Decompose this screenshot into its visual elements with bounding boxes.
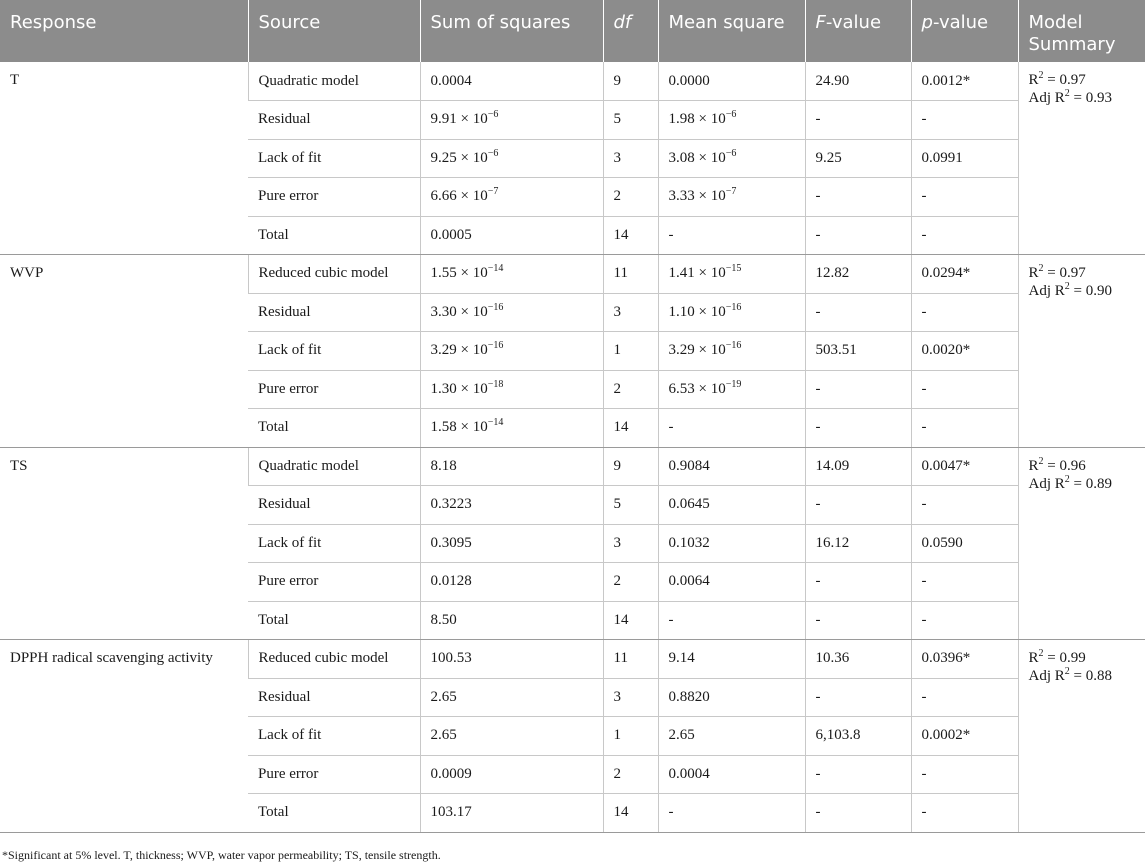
- sum-of-squares-exponent: −14: [487, 417, 504, 429]
- table-row: [0, 62, 1145, 101]
- df-cell: 3: [603, 678, 658, 717]
- f-value-cell: -: [805, 794, 911, 833]
- source-cell: Total: [248, 409, 420, 448]
- sum-of-squares-exponent: −14: [487, 263, 504, 275]
- sum-of-squares-exponent: −6: [487, 109, 499, 121]
- p-value-cell: -: [911, 678, 1018, 717]
- mean-square-value: 0.8820: [668, 688, 710, 705]
- p-value-cell: -: [911, 293, 1018, 332]
- adj-r-squared-exponent: 2: [1064, 666, 1070, 677]
- mean-square-cell: [658, 678, 805, 717]
- sum-of-squares-value: 0.0005: [430, 226, 472, 243]
- mean-square-value: 0.1032: [668, 534, 710, 551]
- r-squared-label: R: [1028, 650, 1039, 666]
- sum-of-squares-cell: [420, 717, 603, 756]
- header-model-summary-line2: Summary: [1028, 34, 1116, 55]
- source-cell: Pure error: [248, 755, 420, 794]
- sum-of-squares-cell: [420, 409, 603, 448]
- adj-r-squared-label: Adj R: [1028, 90, 1065, 106]
- sum-of-squares-cell: [420, 601, 603, 640]
- f-value-cell: -: [805, 409, 911, 448]
- p-value-cell: 0.0002*: [911, 717, 1018, 756]
- table-body: [0, 62, 1145, 832]
- header-mean-square: Mean square: [658, 0, 805, 62]
- r-squared-exponent: 2: [1038, 70, 1044, 81]
- r-squared-exponent: 2: [1038, 648, 1044, 659]
- source-cell: Lack of fit: [248, 524, 420, 563]
- footnote: *Significant at 5% level. T, thickness; WVP, water vapor permeability; TS, tensile strength.: [2, 848, 441, 862]
- df-cell: 2: [603, 370, 658, 409]
- f-value-cell: 6,103.8: [805, 717, 911, 756]
- p-value-cell: 0.0012*: [911, 62, 1018, 101]
- mean-square-cell: [658, 486, 805, 525]
- r-squared-line: [1029, 71, 1137, 89]
- df-cell: 14: [603, 794, 658, 833]
- source-cell: Total: [248, 794, 420, 833]
- sum-of-squares-cell: [420, 332, 603, 371]
- source-cell: Lack of fit: [248, 139, 420, 178]
- mean-square-cell: [658, 101, 805, 140]
- p-value-cell: 0.0396*: [911, 640, 1018, 679]
- r-squared-line: [1029, 264, 1137, 282]
- sum-of-squares-cell: [420, 178, 603, 217]
- sum-of-squares-cell: [420, 293, 603, 332]
- sum-of-squares-cell: [420, 524, 603, 563]
- r-squared-exponent: 2: [1038, 455, 1044, 467]
- f-value-cell: -: [805, 101, 911, 140]
- df-cell: 1: [603, 332, 658, 371]
- sum-of-squares-exponent: −6: [487, 147, 499, 159]
- df-cell: 9: [603, 447, 658, 486]
- p-value-cell: 0.0991: [911, 139, 1018, 178]
- response-cell: WVP: [0, 255, 248, 448]
- mean-square-cell: [658, 255, 805, 294]
- header-df: [603, 0, 658, 62]
- p-value-cell: -: [911, 370, 1018, 409]
- header-f-value: [805, 0, 911, 62]
- sum-of-squares-cell: [420, 678, 603, 717]
- p-value-cell: -: [911, 601, 1018, 640]
- df-cell: 9: [603, 62, 658, 101]
- f-value-cell: 503.51: [805, 332, 911, 371]
- response-cell: TS: [0, 447, 248, 640]
- table-row: [0, 255, 1145, 294]
- header-source: Source: [248, 0, 420, 62]
- p-value-cell: -: [911, 178, 1018, 217]
- df-cell: 3: [603, 524, 658, 563]
- r-squared-value: = 0.99: [1047, 650, 1086, 666]
- p-value-cell: -: [911, 216, 1018, 255]
- mean-square-cell: [658, 601, 805, 640]
- mean-square-cell: [658, 794, 805, 833]
- sum-of-squares-value: 9.25 × 10: [430, 149, 488, 166]
- sum-of-squares-exponent: −18: [487, 378, 504, 390]
- model-summary-cell: [1018, 447, 1145, 640]
- sum-of-squares-cell: [420, 62, 603, 101]
- source-cell: Lack of fit: [248, 332, 420, 371]
- f-value-cell: 12.82: [805, 255, 911, 294]
- sum-of-squares-value: 9.91 × 10: [430, 111, 488, 128]
- mean-square-cell: [658, 755, 805, 794]
- p-value-cell: -: [911, 101, 1018, 140]
- mean-square-value: 0.9084: [668, 457, 710, 474]
- model-summary-cell: [1018, 640, 1145, 833]
- source-cell: Reduced cubic model: [248, 255, 420, 294]
- adj-r-squared-value: = 0.90: [1073, 283, 1112, 299]
- mean-square-exponent: −16: [725, 340, 742, 352]
- source-cell: Pure error: [248, 563, 420, 602]
- f-value-cell: -: [805, 755, 911, 794]
- df-cell: 5: [603, 101, 658, 140]
- mean-square-exponent: −6: [725, 109, 737, 121]
- header-sum-of-squares: Sum of squares: [420, 0, 603, 62]
- r-squared-exponent: 2: [1038, 263, 1044, 274]
- header-response: Response: [0, 0, 248, 62]
- mean-square-exponent: −6: [725, 147, 737, 159]
- sum-of-squares-cell: [420, 216, 603, 255]
- source-cell: Total: [248, 601, 420, 640]
- mean-square-value: 0.0645: [668, 496, 710, 513]
- p-value-cell: 0.0020*: [911, 332, 1018, 371]
- adj-r-squared-exponent: 2: [1064, 281, 1070, 292]
- mean-square-value: 0.0064: [668, 573, 710, 590]
- f-value-cell: -: [805, 370, 911, 409]
- mean-square-cell: [658, 447, 805, 486]
- adj-r-squared-value: = 0.88: [1073, 668, 1112, 684]
- mean-square-cell: [658, 139, 805, 178]
- adj-r-squared-value: = 0.93: [1073, 90, 1112, 106]
- df-cell: 3: [603, 293, 658, 332]
- f-value-cell: -: [805, 293, 911, 332]
- sum-of-squares-value: 0.3095: [430, 534, 472, 551]
- sum-of-squares-value: 2.65: [430, 727, 457, 744]
- sum-of-squares-cell: [420, 563, 603, 602]
- sum-of-squares-exponent: −7: [487, 186, 499, 198]
- r-squared-label: R: [1028, 72, 1039, 88]
- df-cell: 2: [603, 755, 658, 794]
- df-cell: 2: [603, 178, 658, 217]
- mean-square-cell: [658, 717, 805, 756]
- mean-square-value: 6.53 × 10: [668, 380, 726, 397]
- sum-of-squares-value: 103.17: [430, 804, 472, 821]
- mean-square-value: 1.41 × 10: [668, 265, 726, 282]
- df-cell: 2: [603, 563, 658, 602]
- p-value-cell: -: [911, 563, 1018, 602]
- header-p-rest: -value: [932, 12, 989, 33]
- mean-square-cell: [658, 524, 805, 563]
- header-p-value: [911, 0, 1018, 62]
- f-value-cell: 10.36: [805, 640, 911, 679]
- p-value-cell: -: [911, 794, 1018, 833]
- f-value-cell: -: [805, 601, 911, 640]
- mean-square-value: -: [668, 611, 674, 628]
- mean-square-cell: [658, 332, 805, 371]
- p-value-cell: -: [911, 409, 1018, 448]
- mean-square-value: 3.29 × 10: [668, 342, 726, 359]
- mean-square-value: 1.10 × 10: [668, 303, 726, 320]
- mean-square-value: -: [668, 804, 674, 821]
- r-squared-value: = 0.97: [1047, 72, 1086, 88]
- df-cell: 3: [603, 139, 658, 178]
- df-cell: 1: [603, 717, 658, 756]
- header-p-italic: p: [921, 12, 933, 33]
- r-squared-label: R: [1028, 265, 1039, 281]
- adj-r-squared-label: Adj R: [1028, 475, 1065, 492]
- sum-of-squares-cell: [420, 370, 603, 409]
- sum-of-squares-value: 0.0128: [430, 573, 472, 590]
- f-value-cell: -: [805, 563, 911, 602]
- mean-square-cell: [658, 293, 805, 332]
- sum-of-squares-value: 0.0004: [430, 72, 472, 89]
- r-squared-line: [1029, 649, 1137, 667]
- sum-of-squares-value: 0.3223: [430, 496, 472, 513]
- df-cell: 14: [603, 601, 658, 640]
- header-f-italic: F: [815, 12, 826, 33]
- model-summary-cell: [1018, 62, 1145, 255]
- mean-square-value: -: [668, 226, 674, 243]
- source-cell: Reduced cubic model: [248, 640, 420, 679]
- f-value-cell: 9.25: [805, 139, 911, 178]
- mean-square-value: 1.98 × 10: [668, 111, 726, 128]
- adj-r-squared-line: [1029, 282, 1137, 300]
- mean-square-value: 3.08 × 10: [668, 149, 726, 166]
- df-cell: 11: [603, 255, 658, 294]
- sum-of-squares-value: 6.66 × 10: [430, 188, 488, 205]
- f-value-cell: -: [805, 486, 911, 525]
- adj-r-squared-label: Adj R: [1028, 668, 1065, 684]
- source-cell: Residual: [248, 101, 420, 140]
- p-value-cell: 0.0590: [911, 524, 1018, 563]
- sum-of-squares-cell: [420, 640, 603, 679]
- sum-of-squares-value: 3.30 × 10: [430, 303, 488, 320]
- adj-r-squared-line: [1029, 475, 1137, 493]
- sum-of-squares-value: 100.53: [430, 650, 472, 667]
- mean-square-cell: [658, 178, 805, 217]
- p-value-cell: 0.0294*: [911, 255, 1018, 294]
- source-cell: Total: [248, 216, 420, 255]
- adj-r-squared-label: Adj R: [1028, 283, 1065, 299]
- source-cell: Residual: [248, 293, 420, 332]
- p-value-cell: -: [911, 755, 1018, 794]
- df-cell: 14: [603, 409, 658, 448]
- r-squared-value: = 0.97: [1047, 265, 1086, 281]
- df-cell: 14: [603, 216, 658, 255]
- header-model-summary: [1018, 0, 1145, 62]
- sum-of-squares-value: 1.30 × 10: [430, 380, 488, 397]
- mean-square-cell: [658, 640, 805, 679]
- mean-square-cell: [658, 62, 805, 101]
- header-df-text: df: [613, 12, 632, 33]
- source-cell: Residual: [248, 678, 420, 717]
- r-squared-value: = 0.96: [1047, 457, 1086, 474]
- header-f-rest: -value: [825, 12, 882, 33]
- f-value-cell: -: [805, 678, 911, 717]
- adj-r-squared-line: [1029, 89, 1137, 107]
- mean-square-exponent: −19: [725, 378, 742, 390]
- f-value-cell: 16.12: [805, 524, 911, 563]
- mean-square-value: 2.65: [668, 727, 695, 744]
- adj-r-squared-exponent: 2: [1064, 88, 1070, 99]
- sum-of-squares-value: 1.58 × 10: [430, 419, 488, 436]
- sum-of-squares-value: 0.0009: [430, 765, 472, 782]
- source-cell: Lack of fit: [248, 717, 420, 756]
- sum-of-squares-cell: [420, 447, 603, 486]
- mean-square-cell: [658, 409, 805, 448]
- sum-of-squares-value: 2.65: [430, 688, 457, 705]
- source-cell: Pure error: [248, 370, 420, 409]
- r-squared-label: R: [1028, 457, 1039, 474]
- sum-of-squares-cell: [420, 755, 603, 794]
- r-squared-line: [1029, 457, 1137, 475]
- sum-of-squares-cell: [420, 255, 603, 294]
- source-cell: Quadratic model: [248, 447, 420, 486]
- mean-square-exponent: −16: [725, 301, 742, 313]
- response-cell: T: [0, 62, 248, 255]
- df-cell: 11: [603, 640, 658, 679]
- mean-square-cell: [658, 216, 805, 255]
- sum-of-squares-cell: [420, 794, 603, 833]
- sum-of-squares-exponent: −16: [487, 340, 504, 352]
- mean-square-value: 0.0004: [668, 765, 710, 782]
- f-value-cell: 14.09: [805, 447, 911, 486]
- mean-square-value: 9.14: [668, 650, 695, 667]
- p-value-cell: 0.0047*: [911, 447, 1018, 486]
- p-value-cell: -: [911, 486, 1018, 525]
- mean-square-exponent: −7: [725, 186, 737, 198]
- sum-of-squares-cell: [420, 486, 603, 525]
- mean-square-value: 0.0000: [668, 72, 710, 89]
- adj-r-squared-exponent: 2: [1064, 473, 1070, 485]
- sum-of-squares-value: 1.55 × 10: [430, 265, 488, 282]
- model-summary-cell: [1018, 255, 1145, 448]
- table-row: [0, 447, 1145, 486]
- source-cell: Residual: [248, 486, 420, 525]
- mean-square-exponent: −15: [725, 263, 742, 275]
- source-cell: Pure error: [248, 178, 420, 217]
- sum-of-squares-value: 3.29 × 10: [430, 342, 488, 359]
- mean-square-cell: [658, 563, 805, 602]
- sum-of-squares-cell: [420, 139, 603, 178]
- sum-of-squares-cell: [420, 101, 603, 140]
- mean-square-value: 3.33 × 10: [668, 188, 726, 205]
- header-model-summary-line1: Model: [1028, 12, 1083, 33]
- adj-r-squared-line: [1029, 667, 1137, 685]
- mean-square-value: -: [668, 419, 674, 436]
- table-row: [0, 640, 1145, 679]
- df-cell: 5: [603, 486, 658, 525]
- sum-of-squares-value: 8.18: [430, 457, 457, 474]
- adj-r-squared-value: = 0.89: [1073, 475, 1112, 492]
- response-cell: DPPH radical scavenging activity: [0, 640, 248, 833]
- sum-of-squares-value: 8.50: [430, 611, 457, 628]
- source-cell: Quadratic model: [248, 62, 420, 101]
- f-value-cell: -: [805, 216, 911, 255]
- f-value-cell: 24.90: [805, 62, 911, 101]
- sum-of-squares-exponent: −16: [487, 301, 504, 313]
- mean-square-cell: [658, 370, 805, 409]
- f-value-cell: -: [805, 178, 911, 217]
- header-row: [0, 0, 1145, 62]
